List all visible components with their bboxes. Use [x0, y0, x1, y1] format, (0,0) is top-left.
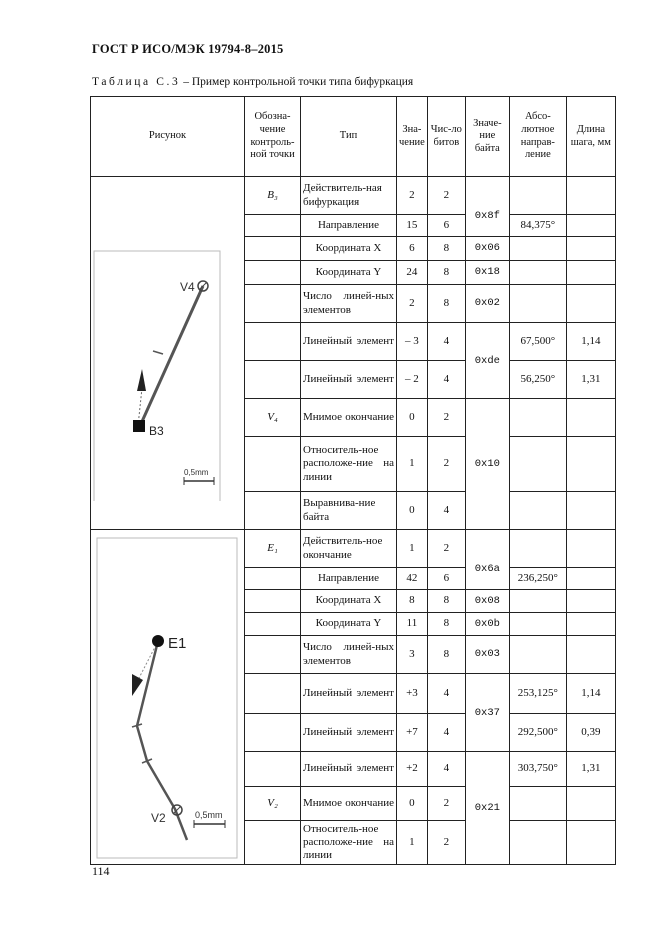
value-cell: +2: [397, 751, 428, 787]
direction-cell: [509, 636, 566, 674]
label-v2: V2: [151, 811, 166, 825]
bits-cell: 2: [427, 399, 465, 437]
document-header: ГОСТ Р ИСО/МЭК 19794-8–2015: [92, 42, 284, 56]
step-cell: [566, 821, 615, 865]
value-cell: 3: [397, 636, 428, 674]
direction-cell: [509, 399, 566, 437]
step-cell: 0,39: [566, 713, 615, 751]
label-v4: V4: [180, 279, 195, 294]
scale-label: 0,5mm: [195, 810, 223, 820]
byte-value-cell: 0x6a: [465, 530, 509, 590]
bits-cell: 8: [427, 237, 465, 261]
value-cell: 8: [397, 590, 428, 613]
byte-value-cell: 0x37: [465, 674, 509, 752]
bits-cell: 6: [427, 568, 465, 590]
bits-cell: 2: [427, 437, 465, 492]
bits-cell: 8: [427, 613, 465, 636]
type-cell: Линейный элемент: [301, 674, 397, 714]
type-cell: Относитель-ное расположе-ние на линии: [301, 821, 397, 865]
ending-figure: [93, 530, 242, 860]
type-cell: Число линей-ных элементов: [301, 285, 397, 323]
value-cell: 24: [397, 261, 428, 285]
designation-cell: [245, 751, 301, 787]
designation-cell: [245, 323, 301, 361]
type-cell: Направление: [301, 215, 397, 237]
byte-value-cell: 0xde: [465, 323, 509, 399]
type-cell: Координата Y: [301, 261, 397, 285]
designation-cell: [245, 590, 301, 613]
bits-cell: 4: [427, 751, 465, 787]
step-cell: [566, 613, 615, 636]
step-cell: [566, 636, 615, 674]
designation-cell: E₁: [245, 530, 301, 568]
type-cell: Относитель-ное расположе-ние на линии: [301, 437, 397, 492]
table-header-row: [91, 97, 616, 177]
type-cell: Линейный элемент: [301, 713, 397, 751]
byte-value-cell: 0x03: [465, 636, 509, 674]
col-header-step-length: Длина шага, мм: [566, 97, 615, 177]
type-cell: Действитель-ное окончание: [301, 530, 397, 568]
type-cell: Направление: [301, 568, 397, 590]
step-cell: 1,31: [566, 361, 615, 399]
designation-cell: [245, 237, 301, 261]
bits-cell: 2: [427, 821, 465, 865]
page-number: 114: [92, 864, 110, 878]
type-cell: Действитель-ная бифуркация: [301, 177, 397, 215]
step-cell: [566, 492, 615, 530]
designation-cell: [245, 713, 301, 751]
designation-cell: [245, 285, 301, 323]
col-header-abs-direction: Абсо-лютное направ-ление: [509, 97, 566, 177]
direction-cell: 56,250°: [509, 361, 566, 399]
bits-cell: 8: [427, 285, 465, 323]
step-cell: [566, 177, 615, 215]
step-cell: [566, 285, 615, 323]
bits-cell: 4: [427, 323, 465, 361]
type-cell: Координата Y: [301, 613, 397, 636]
designation-cell: [245, 613, 301, 636]
bifurcation-marker-icon: [133, 420, 145, 432]
table-caption: [92, 76, 413, 88]
byte-value-cell: 0x21: [465, 751, 509, 865]
designation-cell: V₄: [245, 399, 301, 437]
direction-cell: [509, 177, 566, 215]
value-cell: 15: [397, 215, 428, 237]
byte-value-cell: 0x18: [465, 261, 509, 285]
minutia-table: [90, 96, 616, 865]
value-cell: 0: [397, 492, 428, 530]
designation-cell: B₃: [245, 177, 301, 215]
col-header-byte-value: Значе-ние байта: [465, 97, 509, 177]
direction-cell: [509, 787, 566, 821]
step-cell: 1,14: [566, 674, 615, 714]
type-cell: Мнимое окончание: [301, 399, 397, 437]
direction-cell: 236,250°: [509, 568, 566, 590]
direction-arrow-icon: [137, 369, 146, 391]
bits-cell: 8: [427, 261, 465, 285]
bits-cell: 8: [427, 636, 465, 674]
step-tick: [153, 351, 163, 354]
step-cell: [566, 261, 615, 285]
value-cell: 42: [397, 568, 428, 590]
step-cell: [566, 399, 615, 437]
table-caption-label: Таблица С.3: [92, 76, 181, 88]
table-caption-text: – Пример контрольной точки типа бифуркация: [180, 76, 414, 88]
designation-cell: [245, 568, 301, 590]
designation-cell: [245, 437, 301, 492]
direction-cell: [509, 437, 566, 492]
direction-cell: [509, 237, 566, 261]
step-cell: [566, 215, 615, 237]
label-e1: E1: [168, 635, 187, 652]
designation-cell: [245, 215, 301, 237]
step-cell: 1,14: [566, 323, 615, 361]
col-header-type: Тип: [301, 97, 397, 177]
direction-cell: 292,500°: [509, 713, 566, 751]
direction-cell: [509, 261, 566, 285]
bits-cell: 4: [427, 492, 465, 530]
direction-cell: [509, 530, 566, 568]
bits-cell: 8: [427, 590, 465, 613]
direction-arrow-icon: [132, 674, 143, 696]
step-cell: [566, 590, 615, 613]
value-cell: 0: [397, 787, 428, 821]
direction-cell: [509, 613, 566, 636]
direction-cell: [509, 285, 566, 323]
value-cell: +3: [397, 674, 428, 714]
bits-cell: 2: [427, 787, 465, 821]
direction-cell: 84,375°: [509, 215, 566, 237]
step-cell: [566, 237, 615, 261]
direction-cell: [509, 492, 566, 530]
table-row: [91, 530, 616, 568]
value-cell: – 2: [397, 361, 428, 399]
type-cell: Линейный элемент: [301, 361, 397, 399]
step-cell: [566, 530, 615, 568]
byte-value-cell: 0x8f: [465, 177, 509, 237]
bits-cell: 6: [427, 215, 465, 237]
type-cell: Координата X: [301, 590, 397, 613]
direction-cell: [509, 821, 566, 865]
byte-value-cell: 0x08: [465, 590, 509, 613]
value-cell: 1: [397, 821, 428, 865]
type-cell: Линейный элемент: [301, 751, 397, 787]
byte-value-cell: 0x10: [465, 399, 509, 530]
value-cell: 2: [397, 285, 428, 323]
direction-cell: [509, 590, 566, 613]
byte-value-cell: 0x06: [465, 237, 509, 261]
value-cell: 1: [397, 530, 428, 568]
type-cell: Число линей-ных элементов: [301, 636, 397, 674]
type-cell: Координата X: [301, 237, 397, 261]
step-cell: [566, 787, 615, 821]
col-header-designation: Обозна-чение контроль-ной точки: [245, 97, 301, 177]
value-cell: +7: [397, 713, 428, 751]
value-cell: 0: [397, 399, 428, 437]
table-row: [91, 177, 616, 215]
byte-value-cell: 0x0b: [465, 613, 509, 636]
byte-value-cell: 0x02: [465, 285, 509, 323]
ridge-line: [140, 286, 203, 426]
designation-cell: [245, 636, 301, 674]
ending-marker-icon: [152, 635, 164, 647]
col-header-bits: Чис-ло битов: [427, 97, 465, 177]
direction-cell: 303,750°: [509, 751, 566, 787]
value-cell: 2: [397, 177, 428, 215]
value-cell: 6: [397, 237, 428, 261]
bits-cell: 4: [427, 713, 465, 751]
label-b3: B3: [149, 423, 164, 438]
type-cell: Линейный элемент: [301, 323, 397, 361]
value-cell: 1: [397, 437, 428, 492]
value-cell: – 3: [397, 323, 428, 361]
designation-cell: [245, 261, 301, 285]
step-cell: 1,31: [566, 751, 615, 787]
bits-cell: 4: [427, 361, 465, 399]
designation-cell: [245, 361, 301, 399]
direction-cell: 253,125°: [509, 674, 566, 714]
col-header-value: Зна-чение: [397, 97, 428, 177]
type-cell: Выравнива-ние байта: [301, 492, 397, 530]
direction-cell: 67,500°: [509, 323, 566, 361]
designation-cell: V₂: [245, 787, 301, 821]
figure-cell-bifurcation: [91, 177, 245, 530]
bits-cell: 2: [427, 530, 465, 568]
step-cell: [566, 568, 615, 590]
value-cell: 11: [397, 613, 428, 636]
designation-cell: [245, 674, 301, 714]
figure-cell-ending: [91, 530, 245, 865]
designation-cell: [245, 821, 301, 865]
col-header-figure: Рисунок: [91, 97, 245, 177]
bifurcation-figure: [93, 201, 242, 501]
scale-label: 0,5mm: [184, 467, 209, 477]
designation-cell: [245, 492, 301, 530]
step-cell: [566, 437, 615, 492]
type-cell: Мнимое окончание: [301, 787, 397, 821]
bits-cell: 4: [427, 674, 465, 714]
bits-cell: 2: [427, 177, 465, 215]
